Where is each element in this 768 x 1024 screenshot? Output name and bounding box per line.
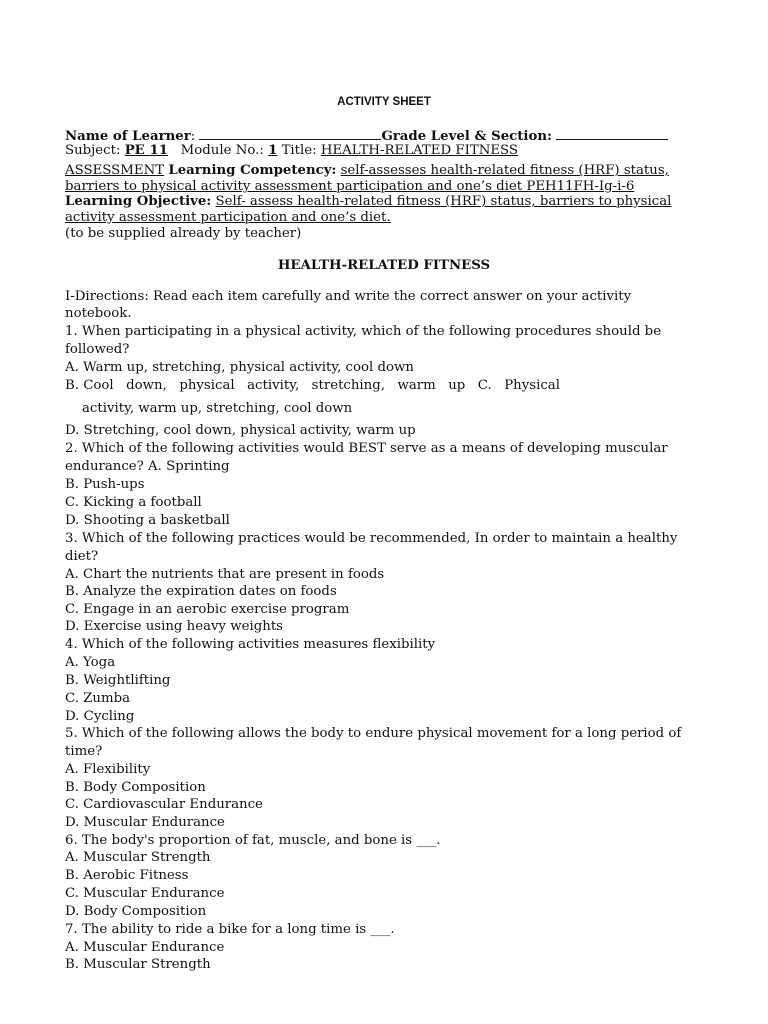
q3-option-b: B. Analyze the expiration dates on foods xyxy=(65,584,337,599)
q5-stem-2: time? xyxy=(65,744,103,759)
q1-b-word: up xyxy=(448,378,466,393)
q4-option-a: A. Yoga xyxy=(65,655,116,670)
q4-option-b: B. Weightlifting xyxy=(65,673,171,688)
objective-line-1 xyxy=(65,193,705,210)
objective-text-2: activity assessment participation and one’s diet. xyxy=(65,210,391,225)
assessment-word: ASSESSMENT xyxy=(65,163,165,178)
q2-option-d: D. Shooting a basketball xyxy=(65,513,230,528)
sheet-title: ACTIVITY SHEET xyxy=(337,96,431,108)
q3-option-a: A. Chart the nutrients that are present in foods xyxy=(65,567,385,582)
directions-line-1: I-Directions: Read each item carefully and write the correct answer on your activity xyxy=(65,289,632,304)
objective-line-2 xyxy=(65,209,705,226)
q1-b-word: Physical xyxy=(504,378,560,393)
q4-stem-1: 4. Which of the following activities measures flexibility xyxy=(65,637,436,652)
q6-stem-1: 6. The body's proportion of fat, muscle, and bone is ___. xyxy=(65,833,441,848)
q6-option-a: A. Muscular Strength xyxy=(65,850,211,865)
q7-option-b: B. Muscular Strength xyxy=(65,957,211,972)
q5-option-c: C. Cardiovascular Endurance xyxy=(65,797,263,812)
q2-option-c: C. Kicking a football xyxy=(65,495,202,510)
q1-option-a: A. Warm up, stretching, physical activity, cool down xyxy=(65,360,414,375)
title-label: Title: xyxy=(281,143,317,158)
competency-text-2: barriers to physical activity assessment participation and one’s diet PEH11FH-Ig-i-6 xyxy=(65,179,635,194)
name-blank[interactable] xyxy=(199,126,381,140)
q2-stem-2: endurance? A. Sprinting xyxy=(65,459,230,474)
q1-b-word: activity, xyxy=(247,378,300,393)
q1-option-b-cont: activity, warm up, stretching, cool down xyxy=(82,401,353,416)
name-label: Name of Learner xyxy=(65,129,191,144)
q3-option-c: C. Engage in an aerobic exercise program xyxy=(65,602,350,617)
q3-stem-1: 3. Which of the following practices would be recommended, In order to maintain a healthy xyxy=(65,531,678,546)
grade-blank[interactable] xyxy=(556,126,668,140)
q5-option-a: A. Flexibility xyxy=(65,762,151,777)
q1-b-word: down, xyxy=(126,378,167,393)
q1-b-word: C. xyxy=(477,378,492,393)
grade-label: Grade Level & Section: xyxy=(381,129,552,144)
name-colon: : xyxy=(190,129,196,144)
q1-option-b xyxy=(65,377,560,394)
q1-b-word: warm xyxy=(397,378,436,393)
q1-stem-1: 1. When participating in a physical activity, which of the following procedures should be xyxy=(65,324,662,339)
q4-option-d: D. Cycling xyxy=(65,709,135,724)
q5-option-d: D. Muscular Endurance xyxy=(65,815,225,830)
q2-option-b: B. Push-ups xyxy=(65,477,145,492)
module-value: 1 xyxy=(268,143,278,158)
objective-text-1: Self- assess health-related fitness (HRF) status, barriers to physical xyxy=(215,194,672,209)
q5-stem-1: 5. Which of the following allows the body to endure physical movement for a long period of xyxy=(65,726,682,741)
q1-b-word: B. Cool xyxy=(65,378,114,393)
subject-line xyxy=(65,142,705,159)
subject-label: Subject: xyxy=(65,143,121,158)
competency-line-1 xyxy=(65,162,705,179)
module-label: Module No.: xyxy=(180,143,264,158)
objective-label: Learning Objective: xyxy=(65,194,212,209)
q1-stem-2: followed? xyxy=(65,342,130,357)
q1-b-word: stretching, xyxy=(311,378,385,393)
competency-text-1: self-assesses health-related fitness (HRF) status, xyxy=(340,163,669,178)
q7-option-a: A. Muscular Endurance xyxy=(65,940,225,955)
teacher-note: (to be supplied already by teacher) xyxy=(65,226,302,241)
q3-option-d: D. Exercise using heavy weights xyxy=(65,619,283,634)
q6-option-c: C. Muscular Endurance xyxy=(65,886,225,901)
title-value: HEALTH-RELATED FITNESS xyxy=(320,143,519,158)
section-title: HEALTH-RELATED FITNESS xyxy=(277,258,491,273)
q4-option-c: C. Zumba xyxy=(65,691,131,706)
directions-line-2: notebook. xyxy=(65,306,132,321)
q7-stem-1: 7. The ability to ride a bike for a long time is ___. xyxy=(65,922,395,937)
competency-label: Learning Competency: xyxy=(168,163,337,178)
q1-b-word: physical xyxy=(179,378,235,393)
q1-option-d: D. Stretching, cool down, physical activity, warm up xyxy=(65,423,416,438)
q3-stem-2: diet? xyxy=(65,549,99,564)
q6-option-d: D. Body Composition xyxy=(65,904,207,919)
q6-option-b: B. Aerobic Fitness xyxy=(65,868,189,883)
q5-option-b: B. Body Composition xyxy=(65,780,206,795)
q2-stem-1: 2. Which of the following activities would BEST serve as a means of developing muscular xyxy=(65,441,668,456)
subject-value: PE 11 xyxy=(124,143,168,158)
